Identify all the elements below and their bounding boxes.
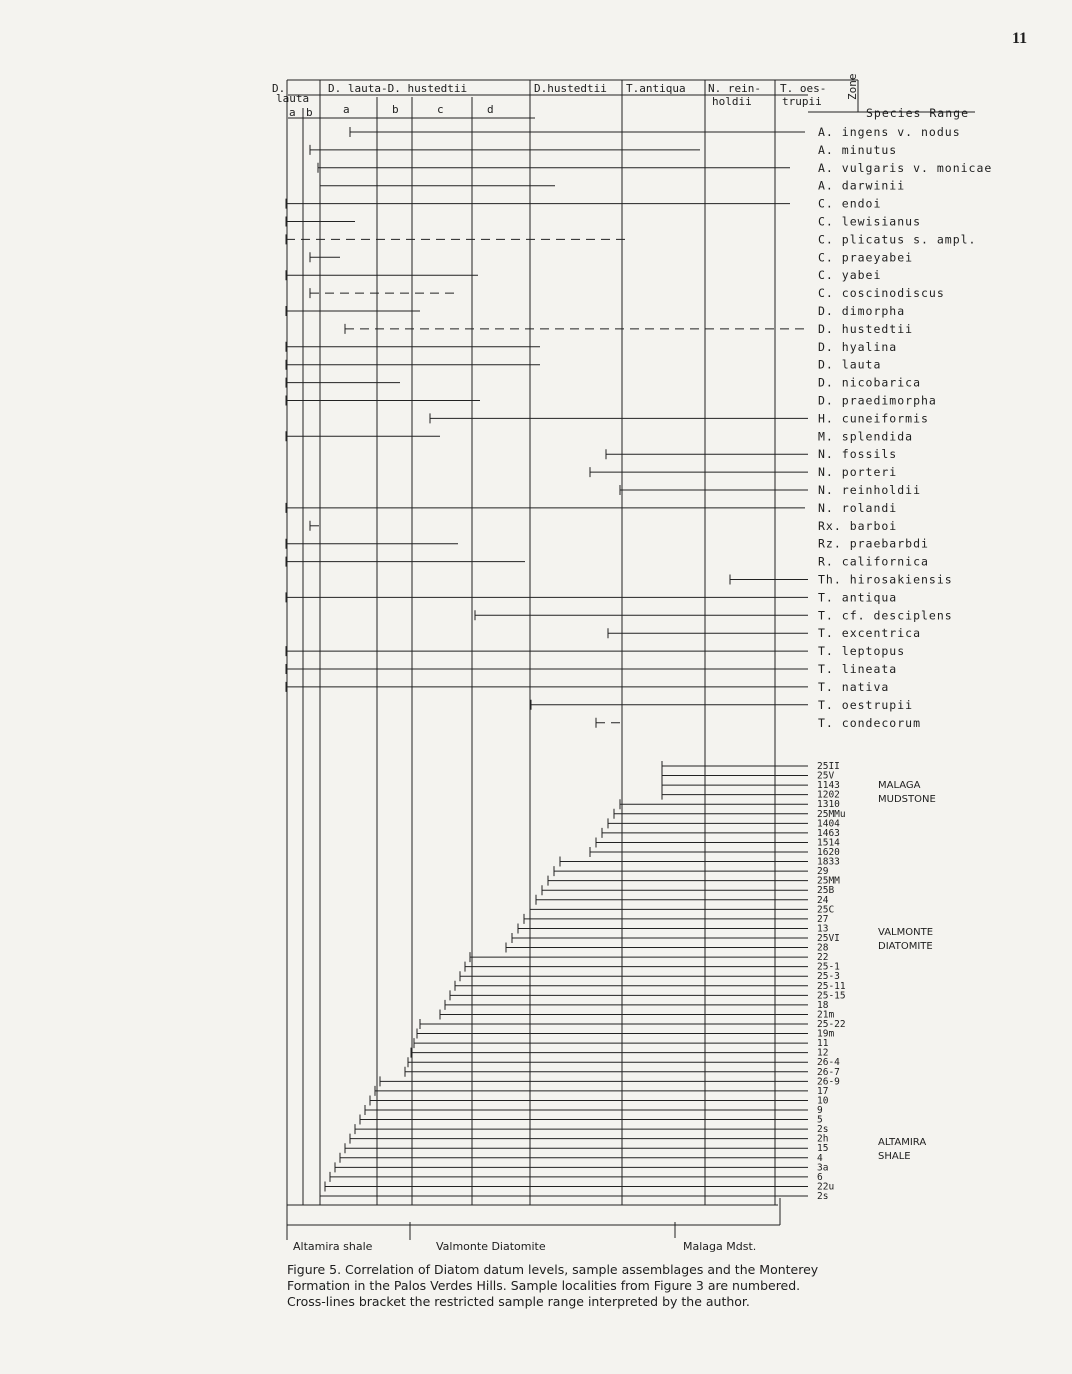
locality-number: 26-7 [817,1066,840,1078]
species-name: T. excentrica [818,626,922,641]
species-name: T. antiqua [818,590,898,605]
zone-label: lauta [276,92,310,105]
species-name: T. condecorum [818,715,922,730]
bottom-unit-label: Malaga Mdst. [683,1240,757,1253]
species-name: N. reinholdii [818,483,922,497]
locality-number: 1620 [817,847,840,858]
species-name: T. oestrupii [818,697,914,712]
species-name: A. ingens v. nodus [818,125,961,139]
caption-line: Figure 5. Correlation of Diatom datum levels, sample assemblages and the Monterey [287,1262,819,1277]
formation-unit-sublabel: DIATOMITE [878,941,933,952]
formation-unit-sublabel: MUDSTONE [878,794,936,805]
species-name: N. porteri [818,465,898,480]
species-name: C. plicatus s. ampl. [818,232,977,247]
locality-number: 10 [817,1095,829,1107]
locality-number: 1463 [817,827,840,839]
locality-number: 2s [817,1191,829,1202]
locality-number: 26-4 [817,1057,840,1069]
bottom-unit-label: Valmonte Diatomite [436,1240,546,1253]
locality-number: 3a [817,1162,829,1174]
zone-label: holdii [712,95,752,108]
species-name: T. nativa [818,679,890,694]
zone-sub-label: d [487,103,494,116]
zone-sub-label: a [343,103,350,116]
locality-number: 29 [817,866,829,878]
zone-label: D.hustedtii [534,82,607,95]
species-name: A. darwinii [818,178,906,193]
species-name: D. hyalina [818,339,898,354]
species-name: Rx. barboi [818,518,898,533]
zone-label: D. lauta-D. hustedtii [328,82,468,95]
locality-number: 4 [817,1152,823,1164]
formation-unit-label: MALAGA [878,780,921,791]
species-name: N. rolandi [818,500,898,515]
locality-number: 11 [817,1038,829,1050]
zone-sub-label: c [437,103,444,116]
species-name: D. praedimorpha [818,393,937,408]
species-name: A. minutus [818,142,898,157]
zone-sub-label: b [306,106,313,119]
species-name: T. cf. desciplens [818,608,953,623]
species-name: M. splendida [818,429,914,444]
species-name: D. dimorpha [818,304,906,318]
zone-label: T.antiqua [626,82,686,95]
species-range-heading: Species Range [866,106,970,120]
locality-number: 25VI [817,933,840,944]
locality-number: 25II [817,761,840,772]
species-name: R. californica [818,554,929,569]
species-name: C. praeyabei [818,250,914,265]
locality-number: 22 [817,952,829,964]
species-name: D. nicobarica [818,375,922,390]
species-name: C. lewisianus [818,214,922,229]
locality-number: 25-1 [817,961,840,973]
species-name: Rz. praebarbdi [818,536,929,551]
zone-sub-label: b [392,103,399,116]
locality-number: 25-3 [817,971,840,983]
species-name: D. lauta [818,357,882,372]
locality-number: 13 [817,923,829,935]
species-name: A. vulgaris v. monicae [818,160,993,175]
locality-number: 25-15 [817,990,846,1002]
locality-number: 25MMu [817,808,846,820]
locality-number: 22u [817,1181,835,1193]
formation-unit-label: VALMONTE [878,927,934,938]
caption-line: Formation in the Palos Verdes Hills. Sample localities from Figure 3 are numbered. [287,1278,801,1293]
locality-number: 1310 [817,799,840,811]
species-name: C. endoi [818,196,882,211]
locality-number: 1202 [817,789,840,801]
locality-number: 25B [817,885,835,897]
locality-number: 9 [817,1105,823,1116]
locality-number: 17 [817,1085,829,1097]
zone-label: T. oes- [780,82,827,95]
locality-number: 28 [817,942,829,954]
locality-number: 1143 [817,780,840,792]
locality-number: 25V [817,770,835,782]
zone-label: D. [272,82,286,95]
locality-number: 25C [817,904,835,916]
formation-unit-sublabel: SHALE [878,1151,911,1162]
locality-number: 25-22 [817,1019,846,1030]
locality-number: 1404 [817,818,840,830]
species-name: T. lineata [818,662,898,676]
formation-unit-label: ALTAMIRA [878,1137,927,1148]
zone-heading: Zone [846,73,859,100]
locality-number: 2h [817,1133,829,1145]
locality-number: 25-11 [817,980,846,992]
page-number: 11 [1012,30,1028,47]
locality-number: 25MM [817,875,840,887]
species-name: H. cuneiformis [818,411,929,426]
locality-number: 1514 [817,837,840,849]
figure-caption [287,1262,1007,1310]
locality-number: 2s [817,1124,829,1136]
zone-label: trupii [782,95,822,108]
locality-number: 12 [817,1047,829,1059]
locality-number: 18 [817,999,829,1011]
locality-number: 27 [817,913,829,925]
species-name: N. fossils [818,447,898,462]
bottom-unit-label: Altamira shale [293,1240,373,1253]
locality-number: 24 [817,894,829,906]
species-name: C. coscinodiscus [818,286,945,301]
species-name: Th. hirosakiensis [818,572,953,587]
locality-number: 19m [817,1028,835,1040]
zone-sub-label: a [289,106,296,119]
locality-number: 6 [817,1171,823,1183]
locality-number: 26-9 [817,1076,840,1088]
caption-line: Cross-lines bracket the restricted sample range interpreted by the author. [287,1294,750,1309]
locality-number: 5 [817,1114,823,1126]
locality-number: 21m [817,1009,835,1021]
species-name: C. yabei [818,268,882,283]
locality-number: 15 [817,1143,829,1155]
zone-label: N. rein- [708,82,761,95]
species-name: T. leptopus [818,644,906,659]
locality-number: 1833 [817,856,840,868]
species-name: D. hustedtii [818,321,914,336]
